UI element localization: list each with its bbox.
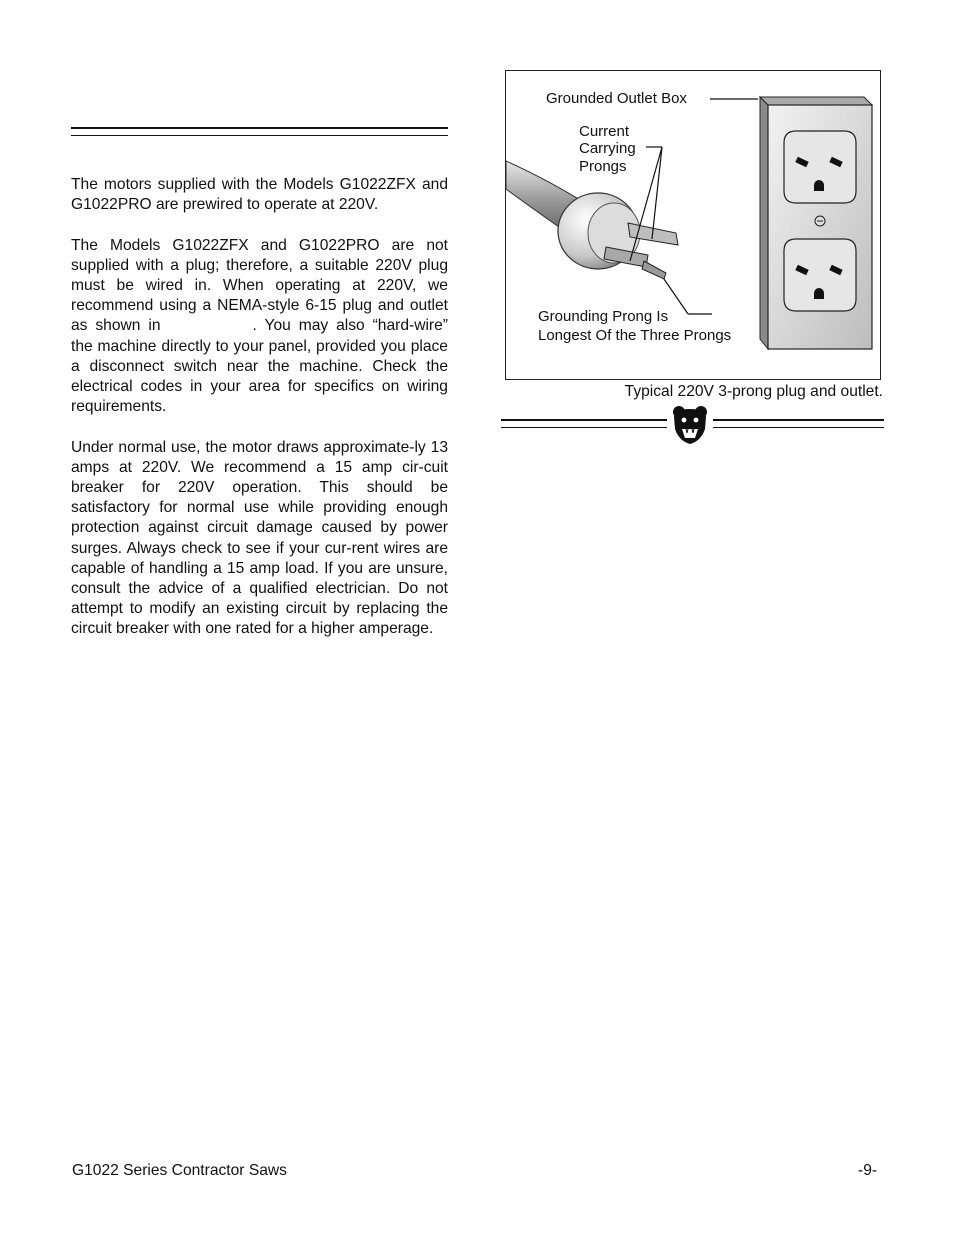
outlet-box-side bbox=[760, 97, 768, 349]
bear-logo-icon bbox=[671, 405, 709, 445]
plug-outlet-figure bbox=[505, 70, 881, 380]
label-outlet-box: Grounded Outlet Box bbox=[546, 90, 687, 107]
paragraph-plug-text-start: The Models G1022ZFX and G1022PRO are not supplied with a plug; therefore, a suitable 220V plug must be wired in. When operating at 220V, we recommend using a NEMA-style 6-15 plug and outlet as shown in bbox=[71, 236, 448, 335]
label-current-line2: Carrying bbox=[579, 140, 636, 157]
paragraph-amperage: Under normal use, the motor draws approximate-ly 13 amps at 220V. We recommend a 15 amp cir-cuit breaker for 220V operation. This should be satisfactory for normal use while providing enough protection against circuit damage caused by power surges. Always check to see if your cur-rent wires are capable of handling a 15 amp load. If you are unsure, consult the advice of a qualified electrician. Do not attempt to modify an existing circuit by replacing the circuit breaker with one rated for a higher amperage. bbox=[71, 438, 448, 638]
divider-left bbox=[501, 419, 667, 428]
paragraph-plug bbox=[71, 236, 448, 418]
grounding-prong bbox=[642, 261, 666, 279]
label-ground-line1: Grounding Prong Is bbox=[538, 308, 669, 325]
label-current-line1: Current bbox=[579, 123, 630, 140]
label-current-line3: Prongs bbox=[579, 158, 627, 175]
receptacle-lower bbox=[784, 239, 856, 311]
outlet-box-top bbox=[760, 97, 872, 105]
footer-title: G1022 Series Contractor Saws bbox=[72, 1162, 287, 1179]
figure-caption: Typical 220V 3-prong plug and outlet. bbox=[624, 383, 883, 400]
receptacle-upper bbox=[784, 131, 856, 203]
paragraph-plug-text-end: . You may also “hard-wire” the machine directly to your panel, provided you place a disconnect switch near the machine. Check the electrical codes in your area for specifics on wiring requirements. bbox=[71, 317, 448, 416]
label-ground-line2: Longest Of the Three Prongs bbox=[538, 327, 732, 344]
section-heading-rule bbox=[71, 127, 448, 136]
page-number: -9- bbox=[858, 1162, 878, 1179]
body-text bbox=[71, 175, 448, 660]
paragraph-prewired: The motors supplied with the Models G1022ZFX and G1022PRO are prewired to operate at 220V. bbox=[71, 176, 448, 214]
divider-right bbox=[713, 419, 884, 428]
